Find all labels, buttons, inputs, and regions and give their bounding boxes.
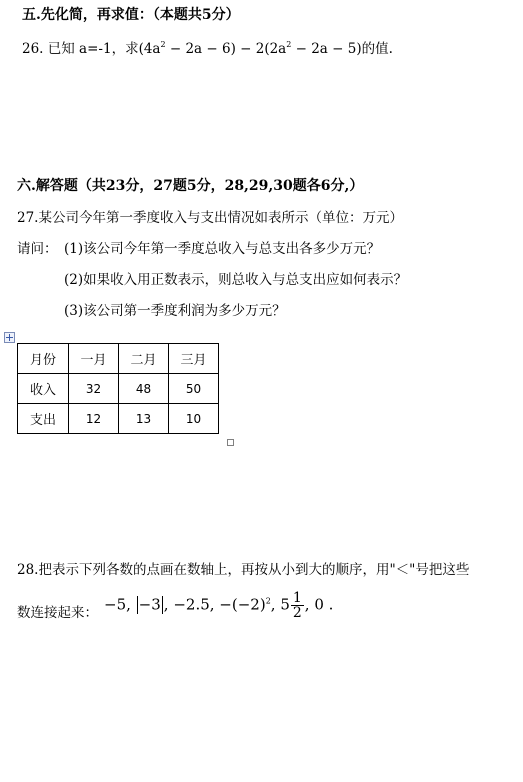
header-cell-jan: 一月 [69,344,119,374]
row-label-income: 收入 [18,374,69,404]
q26-prefix: 26. 已知 a=-1，求(4a [22,41,161,57]
row-label-expense: 支出 [18,404,69,434]
table-row-income [18,374,219,404]
expr-neg-five: −5, [104,595,131,614]
fraction-one-half [291,591,304,620]
question-26 [22,37,393,57]
expr-mid: , −2.5, −(−2) [163,595,266,614]
income-feb: 48 [119,374,169,404]
expr-mixed-whole: , 5 [270,595,290,614]
question-27-sub-2: (2)如果收入用正数表示，则总收入与总支出应如何表示？ [64,272,408,288]
question-28-line-1: 28.把表示下列各数的点画在数轴上，再按从小到大的顺序，用"＜"号把这些 [17,562,470,578]
income-expense-table [17,343,219,434]
header-cell-month: 月份 [18,344,69,374]
question-28-line-2: 数连接起来： [17,605,98,621]
question-27-sub-3: (3)该公司第一季度利润为多少万元？ [64,303,286,319]
abs-bar-left [137,596,138,614]
fraction-numerator: 1 [292,590,302,606]
expr-tail: , 0 . [304,595,334,614]
table-move-handle-icon[interactable] [4,332,15,343]
section-six-heading: 六.解答题（共23分，27题5分，28,29,30题各6分,） [17,178,364,194]
question-27-ask-label: 请问： [17,241,58,257]
fraction-denominator: 2 [292,605,302,621]
question-27-intro: 27.某公司今年第一季度收入与支出情况如表所示（单位：万元） [17,210,403,226]
q26-suffix: − 2a − 5)的值. [291,41,393,57]
header-cell-mar: 三月 [169,344,219,374]
section-five-heading: 五.先化简，再求值：（本题共5分） [22,7,240,23]
q26-exponent-2: 2 [286,40,292,49]
income-mar: 50 [169,374,219,404]
expense-feb: 13 [119,404,169,434]
expense-mar: 10 [169,404,219,434]
abs-bar-right [162,596,163,614]
q26-middle: − 2a − 6) − 2(2a [165,41,287,57]
q26-exponent-1: 2 [160,40,166,49]
question-27-sub-1: (1)该公司今年第一季度总收入与总支出各多少万元？ [64,241,381,257]
table-row-expense [18,404,219,434]
expense-jan: 12 [69,404,119,434]
expr-exponent: 2 [265,596,271,606]
table-header-row [18,344,219,374]
header-cell-feb: 二月 [119,344,169,374]
question-28-numbers-expression [104,591,333,620]
expr-abs-inner: −3 [138,595,161,614]
table-resize-handle[interactable] [227,439,234,446]
income-jan: 32 [69,374,119,404]
